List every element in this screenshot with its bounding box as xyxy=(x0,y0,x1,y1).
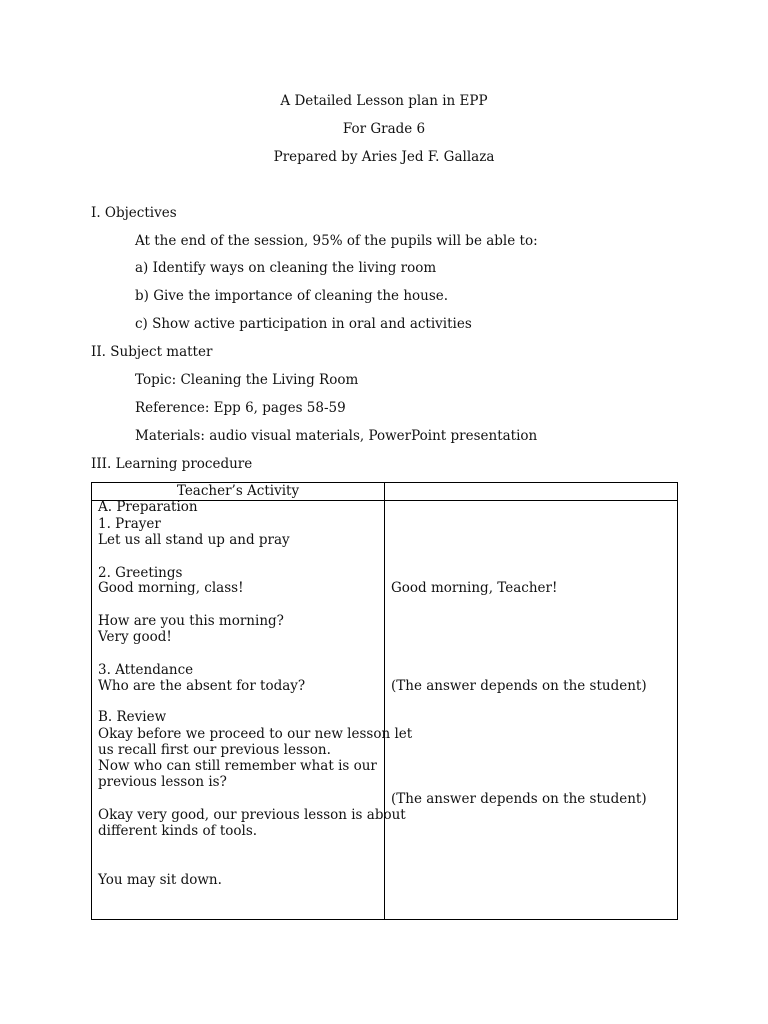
teacher-line: Okay before we proceed to our new lesson let xyxy=(98,726,413,742)
teacher-line: previous lesson is? xyxy=(98,774,227,790)
reference-line: Reference: Epp 6, pages 58-59 xyxy=(135,400,346,416)
teacher-line: Good morning, class! xyxy=(98,580,244,596)
author-label: Prepared by Aries Jed F. Gallaza xyxy=(273,149,495,165)
teacher-line: How are you this morning? xyxy=(98,613,284,629)
document-title: A Detailed Lesson plan in EPP xyxy=(280,93,488,109)
objectives-intro: At the end of the session, 95% of the pupils will be able to: xyxy=(135,233,538,249)
procedure-heading: III. Learning procedure xyxy=(91,456,253,472)
teacher-line: You may sit down. xyxy=(98,872,222,888)
teacher-line: Now who can still remember what is our xyxy=(98,758,377,774)
teacher-line: us recall first our previous lesson. xyxy=(98,742,331,758)
student-line: Good morning, Teacher! xyxy=(391,580,558,596)
teacher-line: 2. Greetings xyxy=(98,565,183,581)
materials-line: Materials: audio visual materials, PowerPoint presentation xyxy=(135,428,538,444)
student-line: (The answer depends on the student) xyxy=(391,678,647,694)
procedure-table xyxy=(91,482,678,920)
teacher-activity-header: Teacher’s Activity xyxy=(176,483,300,499)
teacher-line: 3. Attendance xyxy=(98,662,194,678)
teacher-line: 1. Prayer xyxy=(98,516,161,532)
teacher-line: Who are the absent for today? xyxy=(98,678,306,694)
subject-matter-heading: II. Subject matter xyxy=(91,344,213,360)
objectives-heading: I. Objectives xyxy=(91,205,177,221)
teacher-line: B. Review xyxy=(98,709,167,725)
column-divider xyxy=(384,483,385,919)
objective-item: c) Show active participation in oral and activities xyxy=(135,316,472,332)
teacher-line: Very good! xyxy=(98,629,172,645)
teacher-line: Okay very good, our previous lesson is about xyxy=(98,807,406,823)
objective-item: a) Identify ways on cleaning the living room xyxy=(135,260,437,276)
topic-line: Topic: Cleaning the Living Room xyxy=(135,372,359,388)
grade-label: For Grade 6 xyxy=(342,121,426,137)
teacher-line: A. Preparation xyxy=(98,499,198,515)
objective-item: b) Give the importance of cleaning the house. xyxy=(135,288,449,304)
student-line: (The answer depends on the student) xyxy=(391,791,647,807)
teacher-line: Let us all stand up and pray xyxy=(98,532,290,548)
teacher-line: different kinds of tools. xyxy=(98,823,258,839)
